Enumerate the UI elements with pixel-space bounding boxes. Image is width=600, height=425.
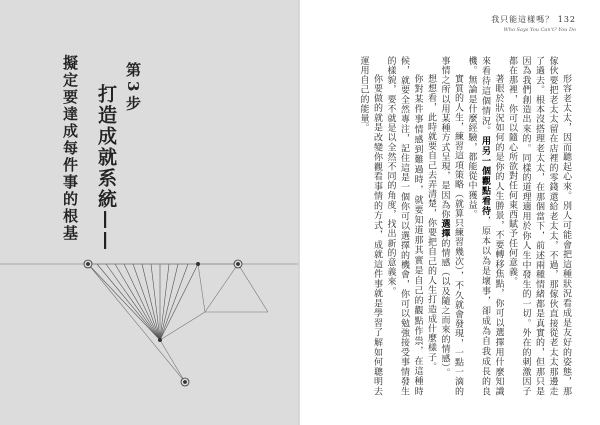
hatched-triangle: [88, 264, 198, 340]
body-text-column: [302, 56, 572, 396]
bold-phrase: 用另一個觀點看待: [480, 136, 490, 217]
paragraph-3: 實質的人生，練習這項策略（就算只練習幾次），不久就會發現，一點一滴的事情之所以用某種方式呈現，是因為你選擇的情感（以及隨之而來的情感）。: [439, 56, 463, 396]
paragraph-2: 著眼於狀況如何的是你的人生勝景，不要轉移焦點，你可以選擇用什麼知識來看待這個情況。用另一個觀點看待，原本以為是壞事，卻成為自我成長的良機。無論是什麼經驗，都能從中獲益。: [466, 56, 504, 396]
chapter-title: 打造成就系統——: [95, 84, 117, 252]
paragraph-5: 你對某件事情感到難過時，就要知道那其實是自己的觀點作祟，在這種時候，就要全然專注，記住這是一個你可以選擇的機會，你可以勉強接受事情發生的樣貌，要不就是以全然不同的角度，找出新的意義來。: [385, 56, 423, 396]
node-markers: [84, 260, 242, 386]
chapter-number: 第3步: [124, 62, 142, 115]
paragraph-6: 你要做的就是改變你觀看事情的方式，成就這件事就是學習了解如何聰明去運用自己的能量。: [358, 56, 382, 396]
running-head: [491, 14, 576, 33]
paragraph-4: 想想看，此時就要自己去弄清楚，你要把自己的人生打造成什麼樣子。: [426, 74, 436, 372]
bold-phrase: 選擇: [439, 219, 450, 239]
paragraph-1: 形容老太太，因而聽起心來。別人可能會把這種狀況看成是友好的姿態，那傢伙要把老太太留在店裡的零錢還給老太太，不過，那傢伙直接從老太太那邊走了過去。根本沒搭理老太太，在那個當下，前述兩種情緒都是真實的，但那只是因為我們創造出來的。同樣的道理適用於你人生中發生的一切。外在的刺激因子都在那裡，你可以隨心所欲對任何東西賦予任何意義。: [507, 56, 571, 396]
running-head-title: 我只能這樣嗎？ 132: [491, 15, 576, 24]
running-head-subtitle: Who Says You Can't? You Do: [503, 27, 576, 33]
chapter-subtitle: 擬定要達成每件事的根基: [61, 55, 79, 242]
